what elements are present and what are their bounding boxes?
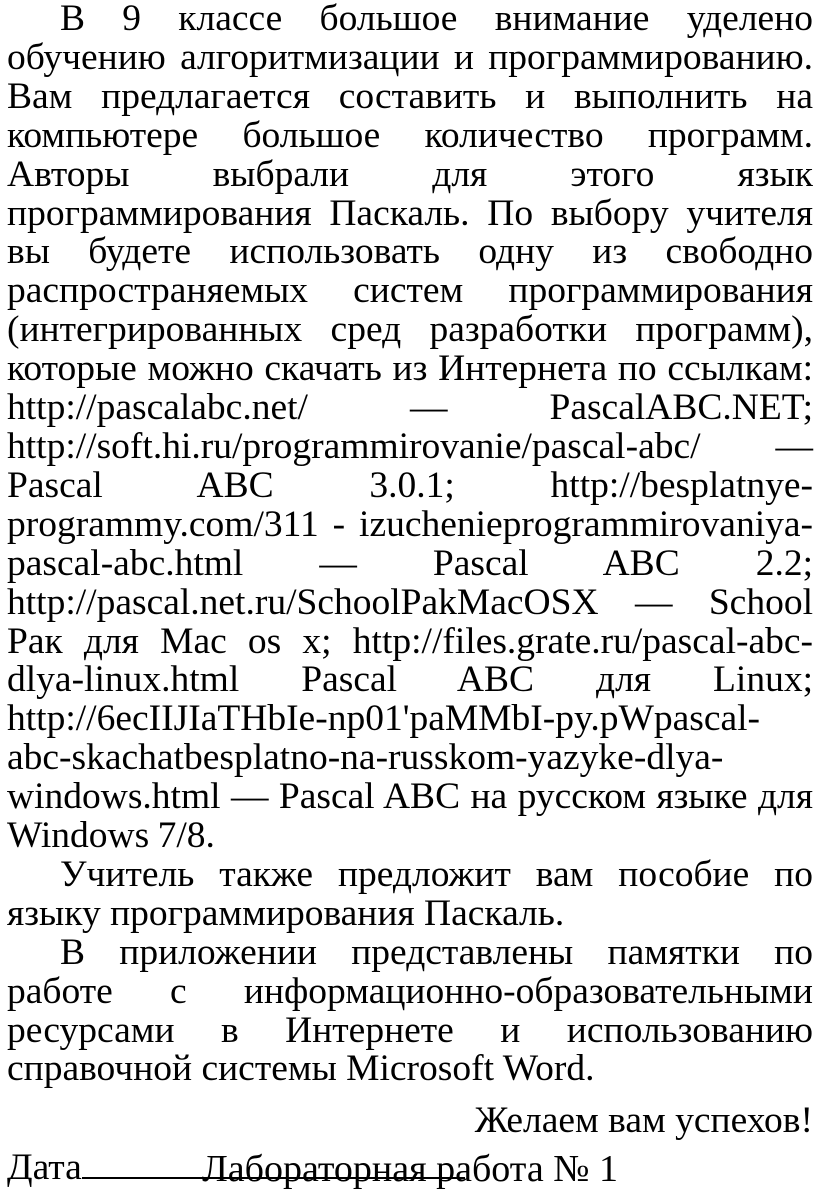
manual-paragraph: Учитель также предложит вам пособие по языку программирования Паскаль. (7, 853, 813, 934)
date-label: Дата (7, 1147, 82, 1189)
lab-work-title: Лабораторная работа № 1 (201, 1148, 619, 1190)
wishes-text: Желаем вам успехов! (474, 1100, 813, 1142)
appendix-paragraph: В приложении представлены памятки по работе с информационно-образовательными ресурсами в Интернете и использованию справочной системы Microsoft Word. (7, 931, 813, 1090)
document-page (7, 0, 813, 1188)
intro-paragraph: В 9 классе большое внимание уделено обучению алгоритмизации и программированию. Вам предлагается составить и выполнить на компьютере большое количество программ. Авторы выбрали для этого язык программирования Паскаль. По выбору учителя вы будете использовать одну из свободно распространяемых систем программирования (интегрированных сред разработки программ), которые можно скачать из Интернета по ссылкам: http://pascalabc.net/ — PascalABC.NET; http://soft.hi.ru/programmirovanie/pascal-abc/ — Pascal ABC 3.0.1; http://besplatnye-programmy.com/311 - izuchenieprogrammirovaniya-pascal-abc.html — Pascal ABC 2.2; http://pascal.net.ru/SchoolPakMacOSX — School Рак для Mac os x; http://files.grate.ru/pascal-abc-dlya-linux.html Pascal ABC для Linux; http://6ecIIJIaTHbIe-np01'paMMbI-py.pWpascal-abc-skachatbesplatno-na-russkom-yazyke-dlya-windows.html — Pascal ABC на русском языке для Windows 7/8. (7, 0, 813, 857)
